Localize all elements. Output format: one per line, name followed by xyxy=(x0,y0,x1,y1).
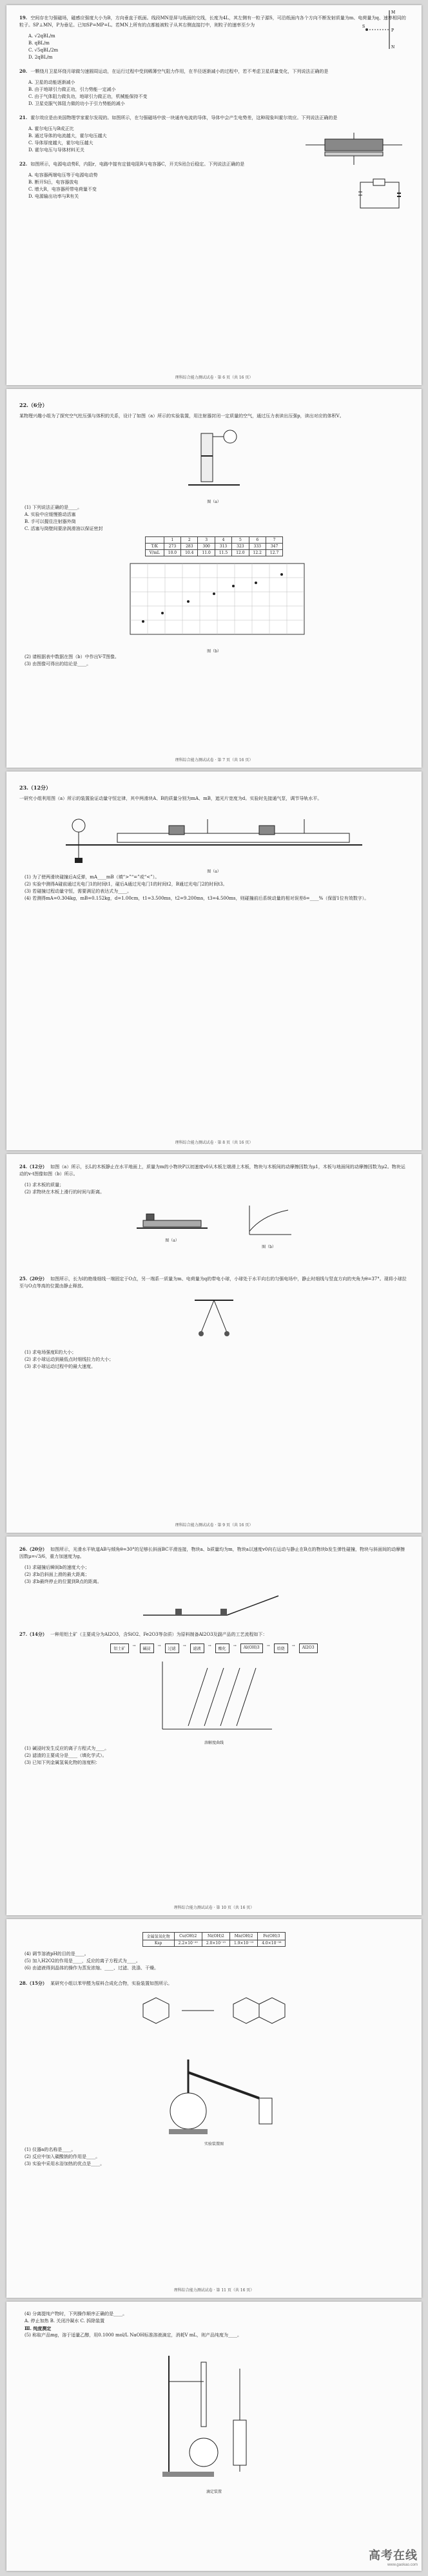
option-a: A. √2qBL/m xyxy=(28,33,55,39)
lab-apparatus-figure xyxy=(130,2047,298,2137)
option-d: D. 霍尔电压与导体材料无关 xyxy=(28,147,84,153)
table-header: 3 xyxy=(198,537,215,544)
question-number: 24.（12分） xyxy=(19,1164,47,1170)
option-c: C. 增大R，电容器所带电荷量不变 xyxy=(28,187,97,192)
section-heading: Ⅲ. 纯度测定 xyxy=(24,2325,52,2331)
flow-chart: 铝土矿 → 碱浸 → 过滤 → 滤液 → 酸化 → Al(OH)3 → 焙烧 → Al2O3 xyxy=(19,1643,409,1653)
sub-question: (2) 滤渣的主要成分是____（填化学式）。 xyxy=(24,1753,107,1758)
question-title: 23.（12分） xyxy=(19,784,52,791)
table-cell: 11.5 xyxy=(215,550,231,556)
question-text: 如图所示，光滑水平轨道AB与倾角θ=30°的足够长斜面BC平滑连接，物块a、b质量均为m，物块a以速度v0向右运动与静止在B点的物块b发生弹性碰撞，物块与斜面间的动摩擦因数μ=√3/6，重力加速度为g。 xyxy=(19,1547,405,1559)
option-c: C. 导体厚度越大，霍尔电压越大 xyxy=(28,140,93,146)
figure-label: 图（a） xyxy=(207,500,221,504)
sub-question: (6) 由滤液得到晶体的操作为蒸发浓缩、____、过滤、洗涤、干燥。 xyxy=(24,1965,159,1971)
question-title: 22.（6分） xyxy=(19,402,48,408)
table-header: Cu(OH)2 xyxy=(174,1933,202,1940)
table-cell: 283 xyxy=(181,544,198,550)
table-cell: 2.0×10⁻¹⁵ xyxy=(202,1940,229,1947)
figure-label: 图（a） xyxy=(165,1238,179,1243)
hall-effect-figure xyxy=(299,129,409,168)
question-text: 一研究小组利用图（a）所示的装置验证动量守恒定律，其中两滑块A、B的质量分别为mA、mB，遮光片宽度为d。实验时先接通气泵，调节导轨水平。 xyxy=(19,796,322,801)
site-watermark-logo xyxy=(369,2546,418,2567)
flow-step: 滤液 xyxy=(190,1643,204,1653)
option-c: C. 由于气体阻力做负功，地球引力做正功，机械能保持不变 xyxy=(28,94,148,99)
option-b: B. qBL/m xyxy=(28,41,50,46)
question-number: 25.（20分） xyxy=(19,1276,47,1282)
sub-question: (1) 为了使两滑块碰撞后A反弹，mA____mB（填“>”“=”或“<”）。 xyxy=(24,875,160,880)
sub-question: (3) 由图像可得出的结论是____。 xyxy=(24,661,92,667)
question-text: 如图（a）所示，长L的木板静止在水平地面上，质量为m的小物块P以初速度v0从木板左端滑上木板，物块与木板间的动摩擦因数为μ1，木板与地面间的动摩擦因数为μ2。物块运动的v-t图像如图（b）所示。 xyxy=(19,1164,405,1177)
question-28 xyxy=(19,1980,409,1987)
graph-label: 图（b） xyxy=(207,649,221,654)
option-a: A. 电容器两端电压等于电源电动势 xyxy=(28,173,98,178)
table-cell: 300 xyxy=(198,544,215,550)
question-text: 霍尔效应是由美国物理学家霍尔发现的。如图所示，在匀强磁场中放一块通有电流的导体，导体中会产生电势差，这种现象叫霍尔效应。下列说法正确的是 xyxy=(30,115,338,120)
table-header: 7 xyxy=(266,537,282,544)
question-text: 某物理兴趣小组为了探究空气柱压强与体积的关系，设计了如图（a）所示的实验装置，用注射器封闭一定质量的空气，通过压力表读出压强p，读出对应的体积V。 xyxy=(19,413,344,419)
option-c: C. √5qBL/2m xyxy=(28,48,59,53)
option-a: A. 卫星的动能逐渐减小 xyxy=(28,80,75,85)
figure-label: 滴定装置 xyxy=(206,2490,222,2494)
page-5 xyxy=(6,1537,422,1915)
sub-question: (2) 反应中加入碳酸钠的作用是____。 xyxy=(24,2154,101,2159)
option: A. 实验中应缓慢推动活塞 xyxy=(24,512,76,517)
sub-question: (2) 请根据表中数据在图（b）中作出V-T图像。 xyxy=(24,654,119,659)
table-header xyxy=(145,537,164,544)
sub-question: (4) 若测得mA=0.304kg，mB=0.152kg，d=1.00cm，t1=3.500ms，t2=9.200ms，t3=4.500ms，则碰撞前后系统动量的相对误差δ=____%（保留1位有效数字）。 xyxy=(24,896,369,901)
sub-question: (1) 下列说法正确的是____。 xyxy=(24,505,83,510)
table-header: 2 xyxy=(181,537,198,544)
sub-question: (3) 已知下列金属氢氧化物的溶度积： xyxy=(24,1760,101,1765)
watermark-url: www.gaokao.com xyxy=(387,2563,418,2567)
block-board-figure xyxy=(133,1202,211,1235)
sub-question: (1) 仪器a的名称是____。 xyxy=(24,2147,76,2152)
sub-question: (2) 求物块在木板上滑行的时间与距离。 xyxy=(24,1189,105,1195)
sub-question: (3) 求b最终停止的位置到B点的距离。 xyxy=(24,1579,102,1584)
option: A. 停止加热 B. 关闭冷凝水 C. 拆除装置 xyxy=(24,2318,105,2324)
flow-step: Al(OH)3 xyxy=(240,1643,263,1653)
question-20 xyxy=(19,68,409,75)
sub-question: (5) 称取产品mg，溶于适量乙醇，用0.1000 mol/L NaOH标准溶液滴定，消耗V mL，则产品纯度为____。 xyxy=(24,2333,242,2338)
grid-graph xyxy=(117,560,311,644)
table-cell: 273 xyxy=(164,544,180,550)
velocity-time-graph xyxy=(243,1202,295,1241)
table-header: 1 xyxy=(164,537,180,544)
air-track-figure xyxy=(53,806,375,864)
figure-label: 图（a） xyxy=(207,869,221,874)
page-footer: 理科综合能力测试试卷 · 第 10 页（共 16 页） xyxy=(173,1906,255,1910)
table-cell: 313 xyxy=(215,544,231,550)
question-text: 某研究小组以苯甲醛为原料合成化合物，实验装置如图所示。 xyxy=(50,1981,173,1986)
table-header: 金属氢氧化物 xyxy=(142,1933,174,1940)
question-text: 一种用铝土矿（主要成分为Al2O3，含SiO2、Fe2O3等杂质）为原料制备Al2O3及副产品的工艺流程如下： xyxy=(50,1632,268,1637)
titration-apparatus xyxy=(143,2343,285,2485)
sub-question: (3) 若碰撞过程动量守恒，需要满足的表达式为____。 xyxy=(24,889,132,894)
sub-question: (3) 实验中采用水浴加热的优点是____。 xyxy=(24,2161,105,2166)
sub-question: (3) 求小球运动过程中的最大速度。 xyxy=(24,1364,96,1369)
molecule-structures xyxy=(117,1991,311,2043)
table-cell: Ksp xyxy=(142,1940,174,1947)
question-text: 一颗绕月卫星环绕月球做匀速圆周运动，在运行过程中受到稀薄空气阻力作用，在半径逐渐减小的过程中，若不考虑卫星质量变化，下列说法正确的是 xyxy=(30,69,329,74)
sub-question: (1) 求碰撞后瞬间b的速度大小； xyxy=(24,1565,90,1570)
svg-text:P: P xyxy=(391,28,394,33)
table-header: 6 xyxy=(249,537,266,544)
sub-question: (5) 加入H2O2的作用是____，反应的离子方程式为____。 xyxy=(24,1958,141,1964)
solubility-graph xyxy=(150,1658,278,1736)
flow-step: 酸化 xyxy=(215,1643,229,1653)
table-header: Fe(OH)3 xyxy=(258,1933,286,1940)
figure-label: 实验装置图 xyxy=(204,2142,224,2146)
flow-step: 碱浸 xyxy=(140,1643,154,1653)
data-table xyxy=(145,536,284,556)
page-footer: 理科综合能力测试试卷 · 第 11 页（共 16 页） xyxy=(173,2288,255,2293)
page-footer: 理科综合能力测试试卷 · 第 7 页（共 16 页） xyxy=(175,758,253,762)
option-a: A. 霍尔电压与B成正比 xyxy=(28,126,74,131)
question-number: 26.（20分） xyxy=(19,1546,47,1552)
table-cell: 1.9×10⁻¹³ xyxy=(230,1940,258,1947)
circuit-figure xyxy=(351,176,409,214)
sub-question: (1) 碱浸时发生反应的离子方程式为____。 xyxy=(24,1746,110,1751)
sub-question: (4) 分离提纯产物时，下列操作顺序正确的是____。 xyxy=(24,2311,128,2316)
option: B. 手可以握住注射器外筒 xyxy=(24,519,76,524)
page-1 xyxy=(6,5,422,385)
sub-question: (1) 求电场强度E的大小； xyxy=(24,1350,77,1355)
table-header: Mn(OH)2 xyxy=(230,1933,258,1940)
table-cell: 347 xyxy=(266,544,282,550)
page-4 xyxy=(6,1154,422,1533)
table-cell: 323 xyxy=(232,544,249,550)
option-d: D. 2qBL/m xyxy=(28,55,53,60)
table-cell: 333 xyxy=(249,544,266,550)
graph-label: 溶解度曲线 xyxy=(204,1741,224,1745)
page-6 xyxy=(6,1919,422,2298)
table-cell: 10.0 xyxy=(164,550,180,556)
question-number: 27.（14分） xyxy=(19,1631,47,1637)
question-number: 21. xyxy=(19,115,28,120)
table-header: Ni(OH)2 xyxy=(202,1933,229,1940)
sub-question: (2) 求b沿斜面上滑的最大距离； xyxy=(24,1572,90,1577)
svg-text:S: S xyxy=(362,24,365,29)
table-header: 5 xyxy=(232,537,249,544)
page-footer: 理科综合能力测试试卷 · 第 8 页（共 16 页） xyxy=(175,1141,253,1145)
page-2 xyxy=(6,389,422,768)
pendulum-figure xyxy=(182,1294,246,1345)
sub-question: (2) 实验中测得A碰前通过光电门1的时间t1，碰后A通过光电门1的时间t2，B通过光电门2的时间t3。 xyxy=(24,882,228,887)
option-d: D. 卫星克服气体阻力做的功小于引力势能的减小 xyxy=(28,101,125,106)
question-26 xyxy=(19,1546,409,1560)
option-b: B. 断开S后，电容器放电 xyxy=(28,180,79,185)
flow-step: 过滤 xyxy=(165,1643,179,1653)
ksp-table xyxy=(142,1932,286,1947)
flow-step: Al2O3 xyxy=(299,1643,318,1653)
table-cell: T/K xyxy=(145,544,164,550)
flow-step: 铝土矿 xyxy=(110,1643,128,1653)
table-cell: 12.0 xyxy=(232,550,249,556)
watermark-text: 高考在线 xyxy=(369,2549,418,2562)
question-number: 20. xyxy=(19,68,28,74)
sub-question: (2) 求小球运动到最低点时细线拉力的大小； xyxy=(24,1357,114,1362)
page-footer: 理科综合能力测试试卷 · 第 9 页（共 16 页） xyxy=(175,1523,253,1528)
question-21 xyxy=(19,114,409,122)
option-b: B. 通过导体的电流越大，霍尔电压越大 xyxy=(28,133,107,138)
page-footer: 理科综合能力测试试卷 · 第 6 页（共 16 页） xyxy=(175,375,253,380)
table-cell: 4.0×10⁻³⁸ xyxy=(258,1940,286,1947)
page-7 xyxy=(6,2302,422,2571)
sub-question: (1) 求木板的质量； xyxy=(24,1182,64,1188)
syringe-apparatus-figure xyxy=(175,424,253,495)
svg-text:N: N xyxy=(391,45,395,50)
question-number: 22. xyxy=(19,161,28,167)
table-cell: 2.2×10⁻²⁰ xyxy=(174,1940,202,1947)
table-cell: 12.7 xyxy=(266,550,282,556)
question-27 xyxy=(19,1631,409,1638)
question-25 xyxy=(19,1275,409,1290)
table-cell: 11.0 xyxy=(198,550,215,556)
table-cell: 10.4 xyxy=(181,550,198,556)
table-cell: V/mL xyxy=(145,550,164,556)
svg-text:M: M xyxy=(391,10,396,15)
question-text: 如图所示，长为l的绝缘细线一端固定于O点，另一端系一质量为m、电荷量为q的带电小球，小球处于水平向右的匀强电场中，静止时细线与竖直方向的夹角为θ=37°。现将小球拉至与O点等高的位置由静止释放。 xyxy=(19,1276,407,1289)
question-number: 19. xyxy=(19,15,28,21)
table-header: 4 xyxy=(215,537,231,544)
sub-question: (4) 调节溶液pH的目的是____。 xyxy=(24,1951,89,1956)
option: C. 活塞与筒壁间要涂润滑油以保证密封 xyxy=(24,526,103,531)
table-cell: 12.2 xyxy=(249,550,266,556)
flow-step: 焙烧 xyxy=(274,1643,288,1653)
option-b: B. 由于地球引力做正功，引力势能一定减小 xyxy=(28,87,116,92)
figure-label: 图（b） xyxy=(262,1245,276,1249)
option-d: D. 电源输出功率与R有关 xyxy=(28,194,79,199)
question-text: 空间存在匀强磁场，磁感应强度大小为B，方向垂直于纸面。线段MN是屏与纸面的交线，长度为4L，其左侧有一粒子源S，可沿纸面内各个方向不断发射质量为m、电荷量为q、速率相同的粒子。SP⊥MN，P为垂足。已知SP=MP=L。若MN上所有的点都能被粒子从其右侧直接打中，则粒子的速率至少为 xyxy=(19,15,406,28)
question-text: 如图所示，电源电动势E，内阻r，电路中接有定值电阻R与电容器C，开关S闭合后稳定。下列说法正确的是 xyxy=(30,162,245,167)
page-3 xyxy=(6,772,422,1150)
incline-figure xyxy=(137,1589,291,1622)
question-number: 28.（15分） xyxy=(19,1980,47,1986)
question-24 xyxy=(19,1163,409,1178)
